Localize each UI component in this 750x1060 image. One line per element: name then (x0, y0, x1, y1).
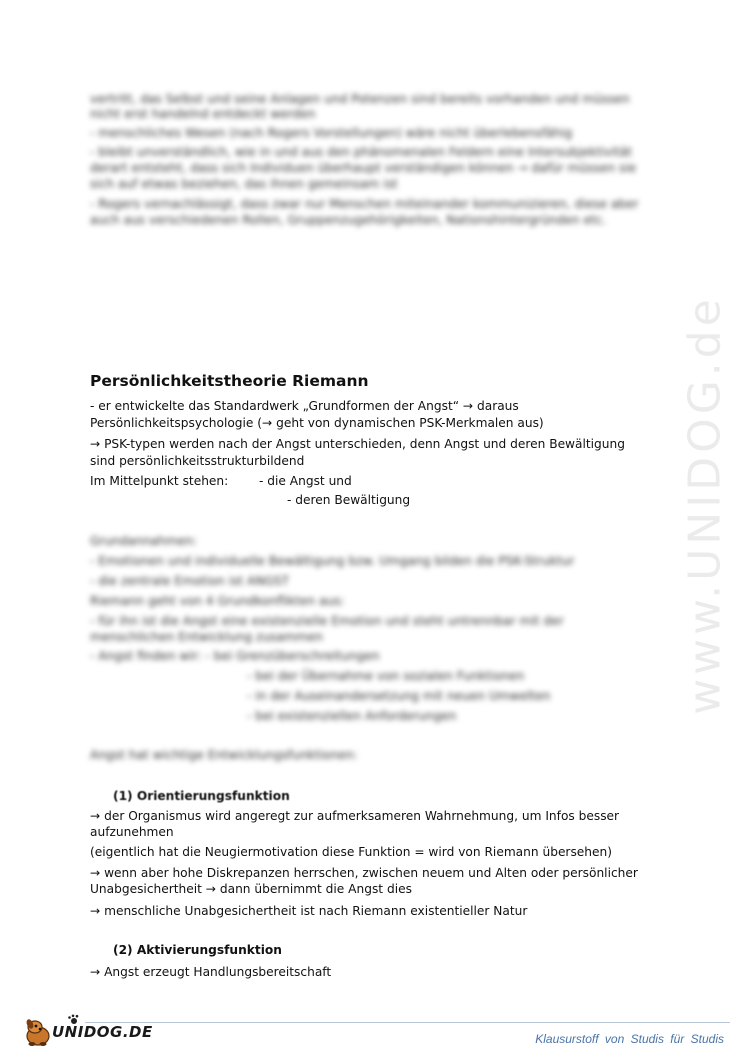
function-line: → menschliche Unabgesichertheit ist nach Riemann existentieller Natur (90, 904, 528, 918)
blurred-text-line: - in der Auseinandersetzung mit neuen Umwelten (247, 689, 551, 703)
blurred-text-line: vertritt, das Selbst und seine Anlagen und Potenzen sind bereits vorhanden und müssen (90, 92, 630, 106)
blurred-text-line: - menschliches Wesen (nach Rogers Vorstellungen) wäre nicht überlebensfähig (90, 126, 573, 140)
center-label: Im Mittelpunkt stehen: (90, 474, 229, 488)
logo-text: UNIDOG.DE (52, 1023, 153, 1041)
blurred-text-line: nicht erst handelnd entdeckt werden (90, 107, 316, 121)
blurred-text-line: menschlichen Entwicklung zusammen (90, 630, 323, 644)
center-item: - die Angst und (259, 474, 352, 488)
blurred-text-line: - Rogers vernachlässigt, dass zwar nur Menschen miteinander kommunizieren, diese aber (90, 197, 639, 211)
psk-line: sind persönlichkeitsstrukturbildend (90, 454, 305, 468)
function-line: → der Organismus wird angeregt zur aufmerksameren Wahrnehmung, um Infos besser (90, 809, 620, 823)
function-line: (eigentlich hat die Neugiermotivation diese Funktion = wird von Riemann übersehen) (90, 845, 612, 859)
blurred-text-line: auch aus verschiedenen Rollen, Gruppenzugehörigkeiten, Nationshintergründen etc. (90, 213, 607, 227)
intro-line: Persönlichkeitspsychologie (→ geht von dynamischen PSK-Merkmalen aus) (90, 416, 544, 430)
blurred-text-line: - für ihn ist die Angst eine existenzielle Emotion und steht untrennbar mit der (90, 614, 564, 628)
function-line: → wenn aber hohe Diskrepanzen herrschen, zwischen neuem und Alten oder persönlicher (90, 866, 638, 880)
intro-line: - er entwickelte das Standardwerk „Grundformen der Angst“ → daraus (90, 399, 519, 413)
blurred-text-line: derart entsteht, dass sich Individuen überhaupt verständigen können → dafür müssen sie (90, 161, 637, 175)
center-item: - deren Bewältigung (287, 493, 411, 507)
psk-line: → PSK-typen werden nach der Angst unterschieden, denn Angst und deren Bewältigung (90, 437, 625, 451)
function-line: Unabgesichertheit → dann übernimmt die Angst dies (90, 882, 412, 896)
blurred-text-line: Grundannahmen: (90, 534, 197, 548)
function-line: → Angst erzeugt Handlungsbereitschaft (90, 965, 332, 979)
blurred-text-line: Angst hat wichtige Entwicklungsfunktionen: (90, 748, 358, 762)
blurred-text-line: - die zentrale Emotion ist ANGST (90, 574, 290, 588)
function-title: (1) Orientierungsfunktion (113, 789, 290, 803)
blurred-text-line: Riemann geht von 4 Grundkonflikten aus: (90, 594, 345, 608)
function-line: aufzunehmen (90, 825, 174, 839)
section-title: Persönlichkeitstheorie Riemann (90, 372, 369, 390)
blurred-text-line: - Angst finden wir: - bei Grenzüberschreitungen (90, 649, 380, 663)
function-title: (2) Aktivierungsfunktion (113, 943, 282, 957)
blurred-text-line: - bleibt unverständlich, wie in und aus den phänomenalen Feldern eine Intersubjektivität (90, 145, 632, 159)
blurred-text-line: - Emotionen und individuelle Bewältigung bzw. Umgang bilden die PSK-Struktur (90, 554, 575, 568)
blurred-text-line: - bei der Übernahme von sozialen Funktionen (247, 669, 525, 683)
blurred-text-line: - bei existenziellen Anforderungen (247, 709, 457, 723)
blurred-text-line: sich auf etwas beziehen, das ihnen gemeinsam ist (90, 177, 398, 191)
footer-divider (85, 1022, 730, 1023)
footer-tagline: Klausurstoff von Studis für Studis (535, 1032, 724, 1046)
watermark: www.UNIDOG.de (679, 295, 731, 715)
